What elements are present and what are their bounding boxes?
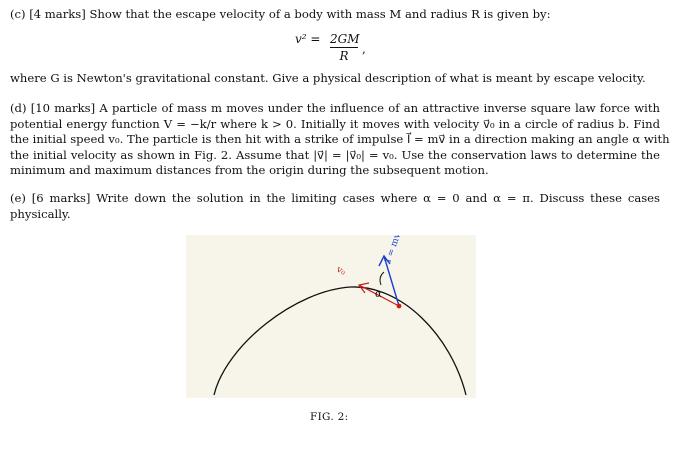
orbit-arc	[214, 287, 466, 395]
part-e-paragraph	[10, 191, 660, 222]
part-e-line: physically.	[10, 206, 71, 221]
part-c-line-2: where G is Newton's gravitational constant. Give a physical description of what is meant by escape velocity.	[10, 71, 646, 85]
part-e-line: (e) [6 marks] Write down the solution in the limiting cases where α = 0 and α = π. Discuss these cases	[10, 191, 660, 205]
part-d-line: potential energy function V = −k/r where k > 0. Initially it moves with velocity v⃗₀ in a circle of radius b. Find	[10, 116, 660, 131]
part-c-line-1: (c) [4 marks] Show that the escape velocity of a body with mass M and radius R is given by:	[10, 7, 551, 21]
fraction-numerator: 2GM	[330, 32, 360, 46]
escape-velocity-lhs: v² =	[295, 32, 321, 46]
particle-point	[397, 304, 402, 309]
label-v0: v₀	[334, 264, 347, 278]
part-c-description	[10, 71, 660, 87]
label-alpha: α	[375, 289, 382, 300]
part-d-line: the initial velocity as shown in Fig. 2. Assume that |v⃗| = |v⃗₀| = v₀. Use the conservation laws to determine the	[10, 147, 660, 162]
figure-caption: FIG. 2:	[310, 411, 349, 423]
part-d-line: minimum and maximum distances from the origin during the subsequent motion.	[10, 163, 489, 178]
part-d-line: (d) [10 marks] A particle of mass m moves under the influence of an attractive inverse square law force with	[10, 101, 660, 115]
part-d-line: the initial speed v₀. The particle is then hit with a strike of impulse I⃗ = mv⃗ in a direction making an angle α with	[10, 132, 670, 147]
fraction-denominator: R	[339, 49, 349, 63]
part-c-statement	[10, 7, 660, 23]
equation-punctuation: ,	[362, 42, 366, 56]
angle-arc	[380, 272, 384, 285]
label-impulse: I = mv	[383, 235, 404, 265]
escape-velocity-fraction	[330, 32, 358, 63]
orbit-sketch	[186, 235, 476, 398]
part-d-paragraph	[10, 101, 670, 179]
figure-2-diagram	[186, 235, 476, 398]
